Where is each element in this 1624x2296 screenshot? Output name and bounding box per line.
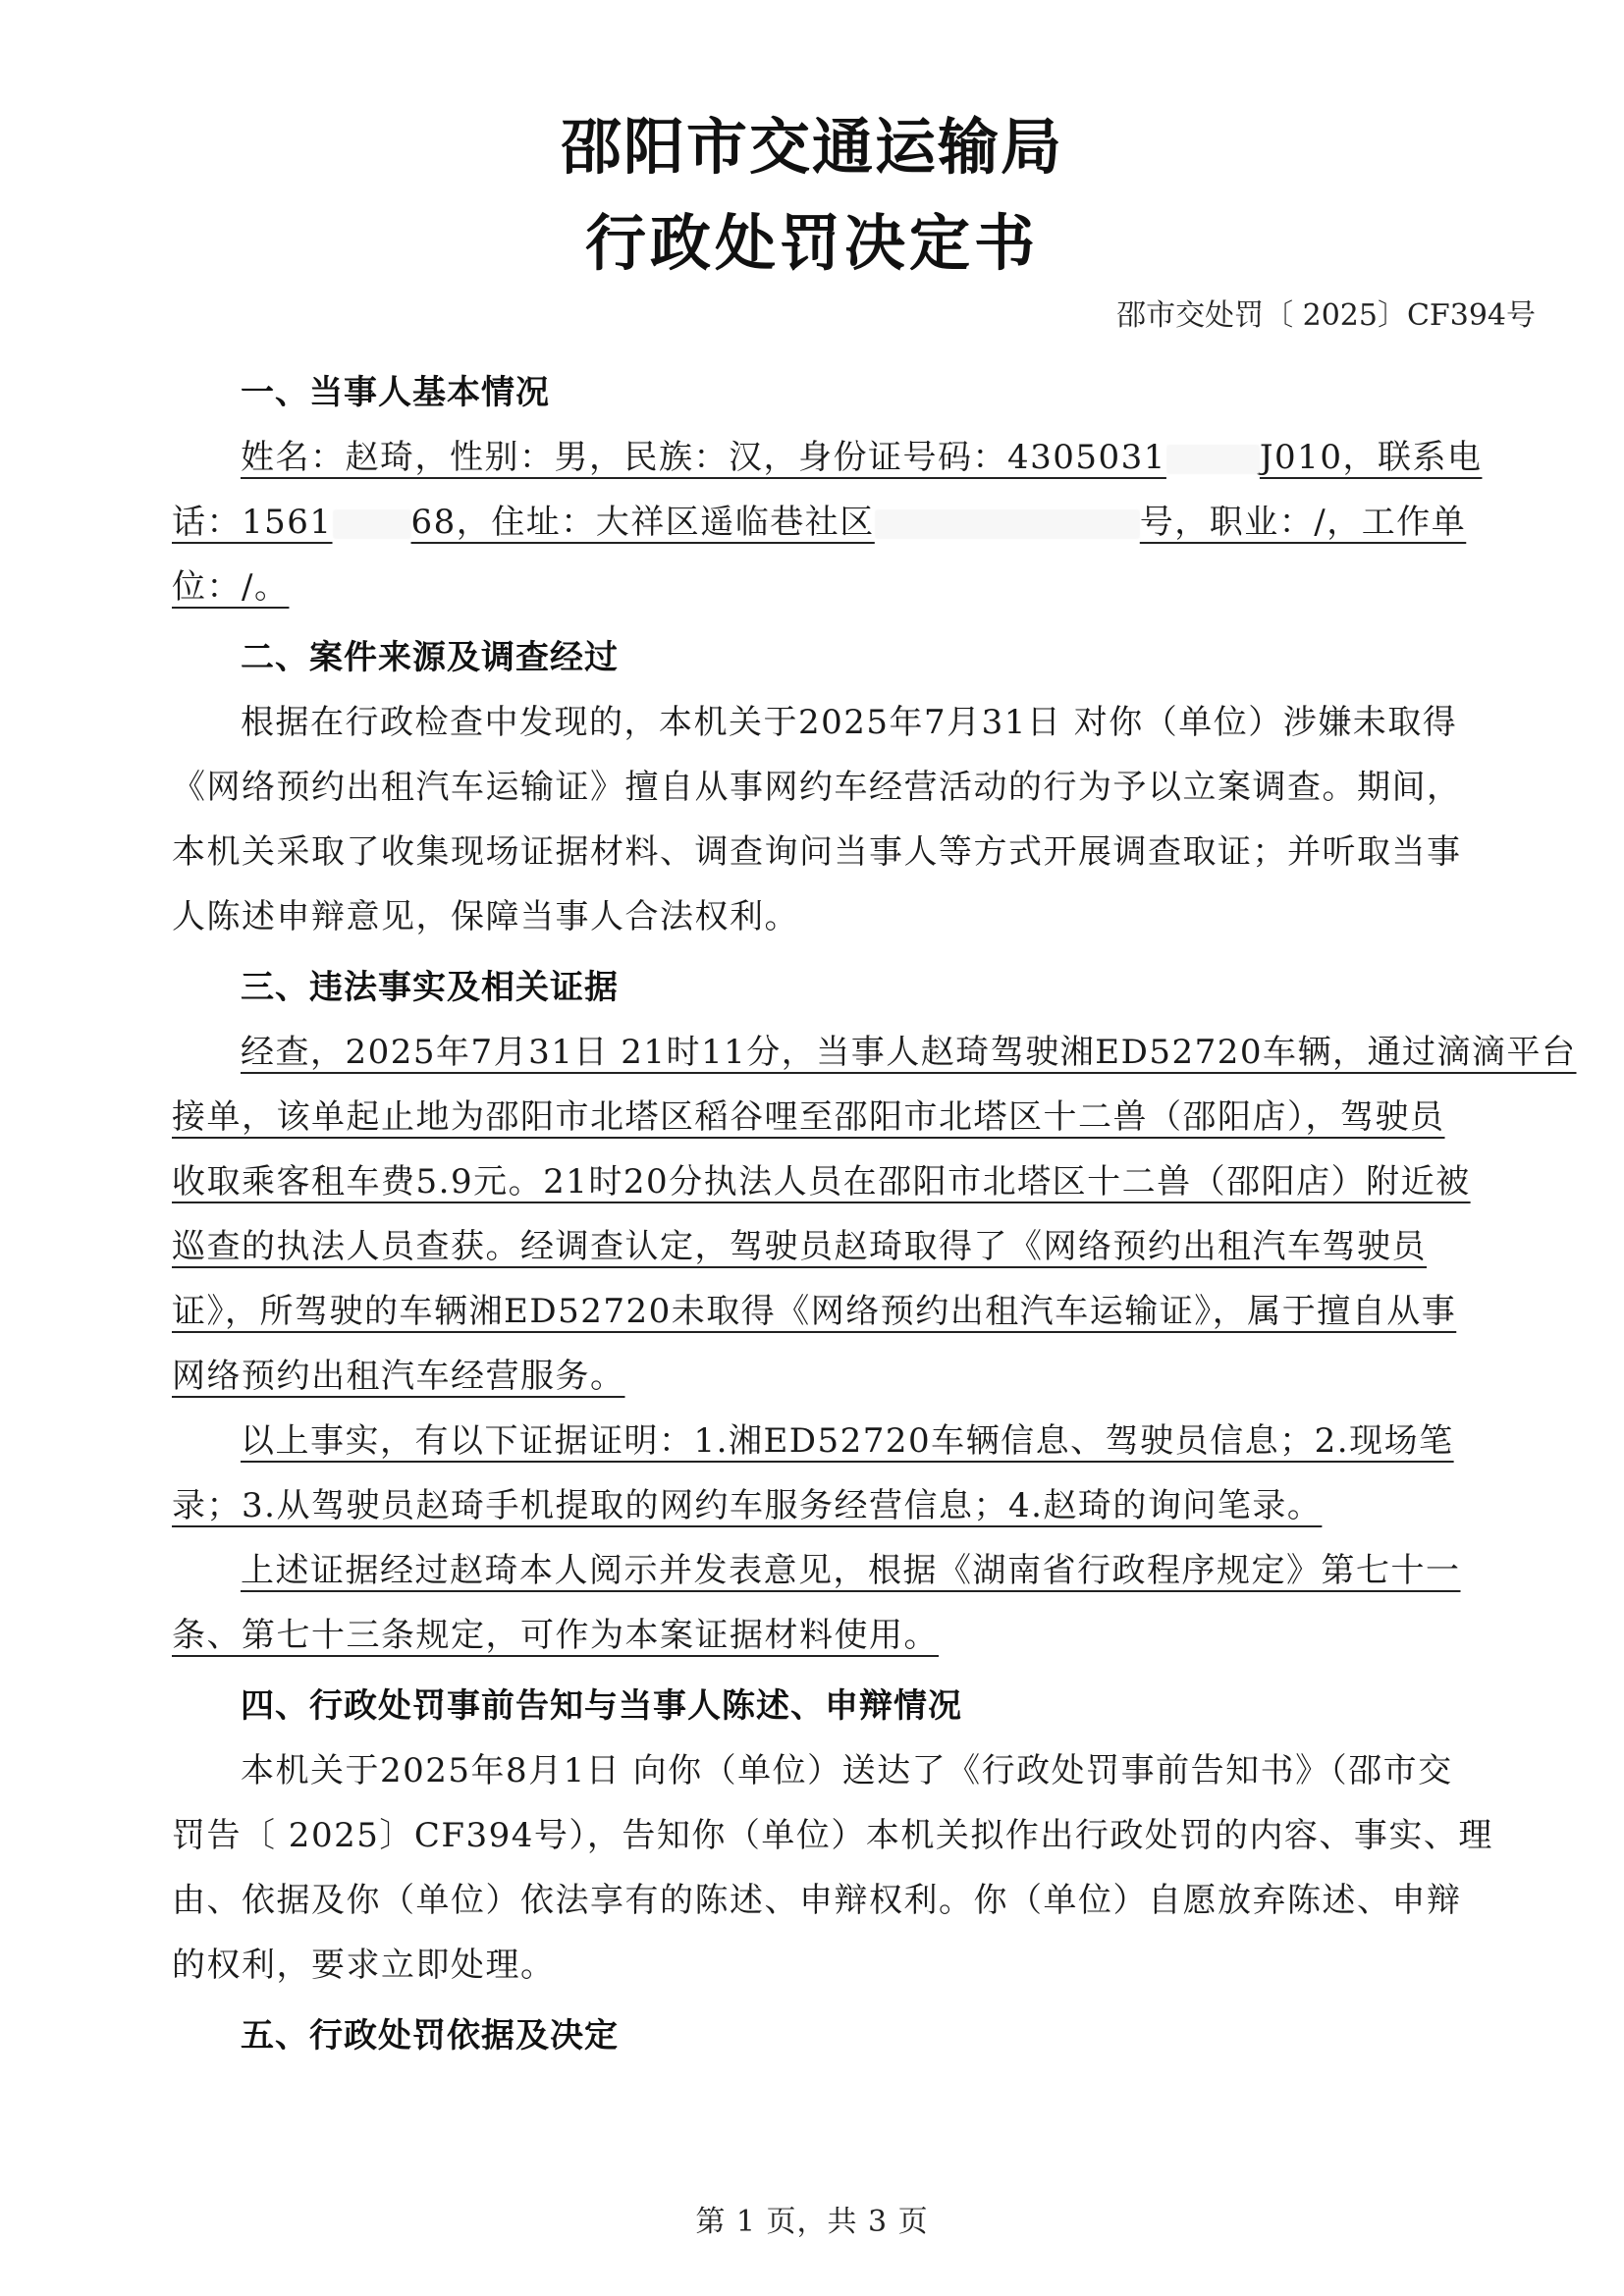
section1-line: [172, 560, 1546, 608]
section1-heading: 一、当事人基本情况: [241, 373, 550, 412]
page-number: 第 1 页，共 3 页: [695, 2205, 929, 2239]
redacted-address: [875, 509, 1140, 539]
party-info-part: 姓名：赵琦，性别：男，民族：汉，身份证号码：4305031: [241, 438, 1166, 477]
section4-line: 由、依据及你（单位）依法享有的陈述、申辩权利。你（单位）自愿放弃陈述、申辩: [172, 1881, 1462, 1920]
party-info-part: 号，职业：/，工作单: [1139, 503, 1467, 542]
section4-line: 罚告〔 2025〕CF394号），告知你（单位）本机关拟作出行政处罚的内容、事实、理: [172, 1816, 1493, 1855]
facts-text: 经查，2025年7月31日 21时11分，当事人赵琦驾驶湘ED52720车辆，通过滴滴平台: [241, 1033, 1577, 1072]
section5-heading: 五、行政处罚依据及决定: [241, 2016, 619, 2056]
section3-line: [241, 1543, 1546, 1591]
section3-heading: 三、违法事实及相关证据: [241, 968, 619, 1007]
section2-heading: 二、案件来源及调查经过: [241, 638, 619, 677]
section2-line: 本机关采取了收集现场证据材料、调查询问当事人等方式开展调查取证；并听取当事: [172, 832, 1462, 872]
evidence-text: 上述证据经过赵琦本人阅示并发表意见，根据《湖南省行政程序规定》第七十一: [241, 1551, 1461, 1590]
document-title-type: 行政处罚决定书: [584, 207, 1039, 279]
section4-line: 的权利，要求立即处理。: [172, 1946, 556, 1985]
facts-text: 网络预约出租汽车经营服务。: [172, 1357, 625, 1396]
facts-text: 巡查的执法人员查获。经调查认定，驾驶员赵琦取得了《网络预约出租汽车驾驶员: [172, 1227, 1427, 1266]
section2-line: 根据在行政检查中发现的，本机关于2025年7月31日 对你（单位）涉嫌未取得: [241, 703, 1458, 742]
party-info-part: 位：/。: [172, 567, 290, 607]
section2-line: 人陈述申辩意见，保障当事人合法权利。: [172, 897, 799, 936]
redacted-id-number: [1166, 445, 1260, 474]
party-info-part: 68，住址：大祥区遥临巷社区: [410, 503, 875, 542]
facts-text: 证》，所驾驶的车辆湘ED52720未取得《网络预约出租汽车运输证》，属于擅自从事: [172, 1292, 1457, 1331]
evidence-text: 以上事实，有以下证据证明：1.湘ED52720车辆信息、驾驶员信息；2.现场笔: [241, 1421, 1454, 1461]
document-number: 邵市交处罚〔 2025〕CF394号: [1116, 298, 1536, 333]
section3-line: [172, 1219, 1546, 1267]
section2-line: 《网络预约出租汽车运输证》擅自从事网约车经营活动的行为予以立案调查。期间，: [172, 768, 1462, 807]
section3-line: [172, 1608, 1546, 1656]
party-info-part: 话：1561: [172, 503, 333, 542]
section4-heading: 四、行政处罚事前告知与当事人陈述、申辩情况: [241, 1686, 962, 1726]
section3-line: [241, 1025, 1577, 1073]
facts-text: 收取乘客租车费5.9元。21时20分执法人员在邵阳市北塔区十二兽（邵阳店）附近被: [172, 1162, 1471, 1201]
section1-line: [172, 495, 1546, 543]
document-title-agency: 邵阳市交通运输局: [560, 111, 1063, 183]
section3-line: [172, 1478, 1546, 1526]
section3-line: [172, 1349, 1546, 1397]
section3-line: [172, 1090, 1546, 1138]
section3-line: [241, 1414, 1546, 1462]
section4-line: 本机关于2025年8月1日 向你（单位）送达了《行政处罚事前告知书》（邵市交: [241, 1751, 1453, 1790]
party-info-part: J010，联系电: [1259, 438, 1483, 477]
redacted-phone-number: [333, 509, 411, 539]
section1-line: [241, 430, 1546, 478]
evidence-text: 录；3.从驾驶员赵琦手机提取的网约车服务经营信息；4.赵琦的询问笔录。: [172, 1486, 1323, 1525]
section3-line: [172, 1154, 1546, 1202]
evidence-text: 条、第七十三条规定，可作为本案证据材料使用。: [172, 1616, 939, 1655]
facts-text: 接单，该单起止地为邵阳市北塔区稻谷哩至邵阳市北塔区十二兽（邵阳店），驾驶员: [172, 1097, 1445, 1137]
section3-line: [172, 1284, 1546, 1332]
